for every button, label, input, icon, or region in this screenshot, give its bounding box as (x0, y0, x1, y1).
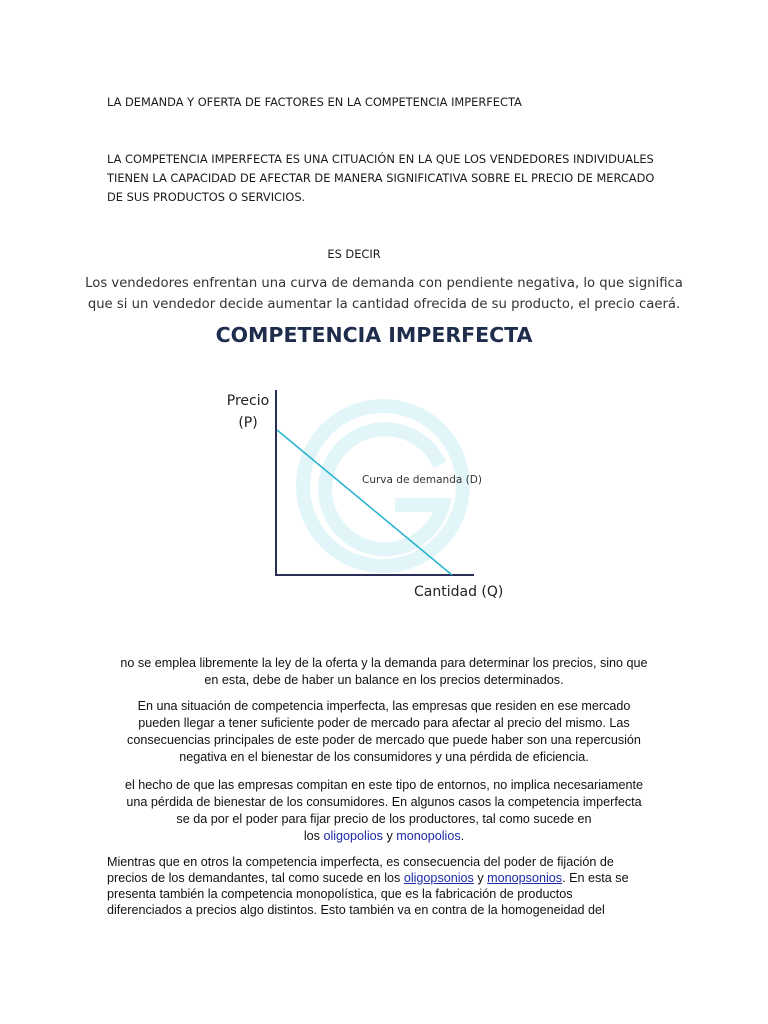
paragraph-line: una pérdida de bienestar de los consumidores. En algunos casos la competencia imperfecta (126, 795, 642, 809)
link-monopolios[interactable]: monopolios (396, 829, 461, 843)
y-axis-label-p: (P) (238, 415, 258, 431)
paragraph-line: el hecho de que las empresas compitan en este tipo de entornos, no implica necesariamente (124, 778, 644, 792)
text-fragment: los (303, 829, 324, 843)
link-oligopsonios[interactable]: oligopsonios (403, 871, 474, 885)
paragraph-line: diferenciados a precios algo distintos. Esto también va en contra de la homogeneidad del (107, 903, 605, 917)
text-fragment: y (382, 829, 397, 843)
paragraph-line: en esta, debe de haber un balance en los precios determinados. (204, 673, 564, 687)
demand-curve-label: Curva de demanda (D) (362, 474, 482, 486)
text-fragment: precios de los demandantes, tal como sucede en los (107, 871, 404, 885)
paragraph-line: presenta también la competencia monopolística, que es la fabricación de productos (107, 887, 573, 901)
paragraph-line-with-links (0, 828, 768, 846)
paragraph-line: negativa en el bienestar de los consumidores y una pérdida de eficiencia. (179, 750, 589, 764)
intro-line: Los vendedores enfrentan una curva de demanda con pendiente negativa, lo que significa (85, 276, 683, 291)
intro-line: que si un vendedor decide aumentar la cantidad ofrecida de su producto, el precio caerá. (87, 297, 681, 312)
paragraph-line: Mientras que en otros la competencia imperfecta, es consecuencia del poder de fijación de (107, 855, 614, 869)
text-fragment: . (460, 829, 465, 843)
link-monopsonios[interactable]: monopsonios (487, 871, 563, 885)
watermark-logo (303, 406, 463, 566)
demand-curve-figure (0, 315, 768, 635)
text-fragment: y (473, 871, 488, 885)
definition-line: LA COMPETENCIA IMPERFECTA ES UNA CITUACIÓN EN LA QUE LOS VENDEDORES INDIVIDUALES (107, 152, 654, 166)
text-fragment: . En esta se (562, 871, 629, 885)
paragraph-line: no se emplea libremente la ley de la oferta y la demanda para determinar los precios, sino que (120, 656, 648, 670)
paragraph-line-with-links (107, 870, 629, 888)
link-oligopolios[interactable]: oligopolios (323, 829, 383, 843)
paragraph-line: consecuencias principales de este poder de mercado que puede haber son una repercusión (127, 733, 641, 747)
x-axis-label: Cantidad (Q) (414, 584, 504, 600)
paragraph-line: pueden llegar a tener suficiente poder de mercado para afectar al precio del mismo. Las (138, 716, 630, 730)
paragraph-line: se da por el poder para fijar precio de los productores, tal como sucede en (176, 812, 592, 826)
document-heading: LA DEMANDA Y OFERTA DE FACTORES EN LA COMPETENCIA IMPERFECTA (107, 95, 522, 109)
figure-title: COMPETENCIA IMPERFECTA (215, 323, 533, 347)
y-axis-label-price: Precio (226, 393, 270, 409)
definition-line: TIENEN LA CAPACIDAD DE AFECTAR DE MANERA SIGNIFICATIVA SOBRE EL PRECIO DE MERCADO (107, 171, 655, 185)
paragraph-line: En una situación de competencia imperfecta, las empresas que residen en ese mercado (137, 699, 631, 713)
definition-line: DE SUS PRODUCTOS O SERVICIOS. (107, 190, 306, 204)
es-decir-label: ES DECIR (327, 247, 381, 261)
